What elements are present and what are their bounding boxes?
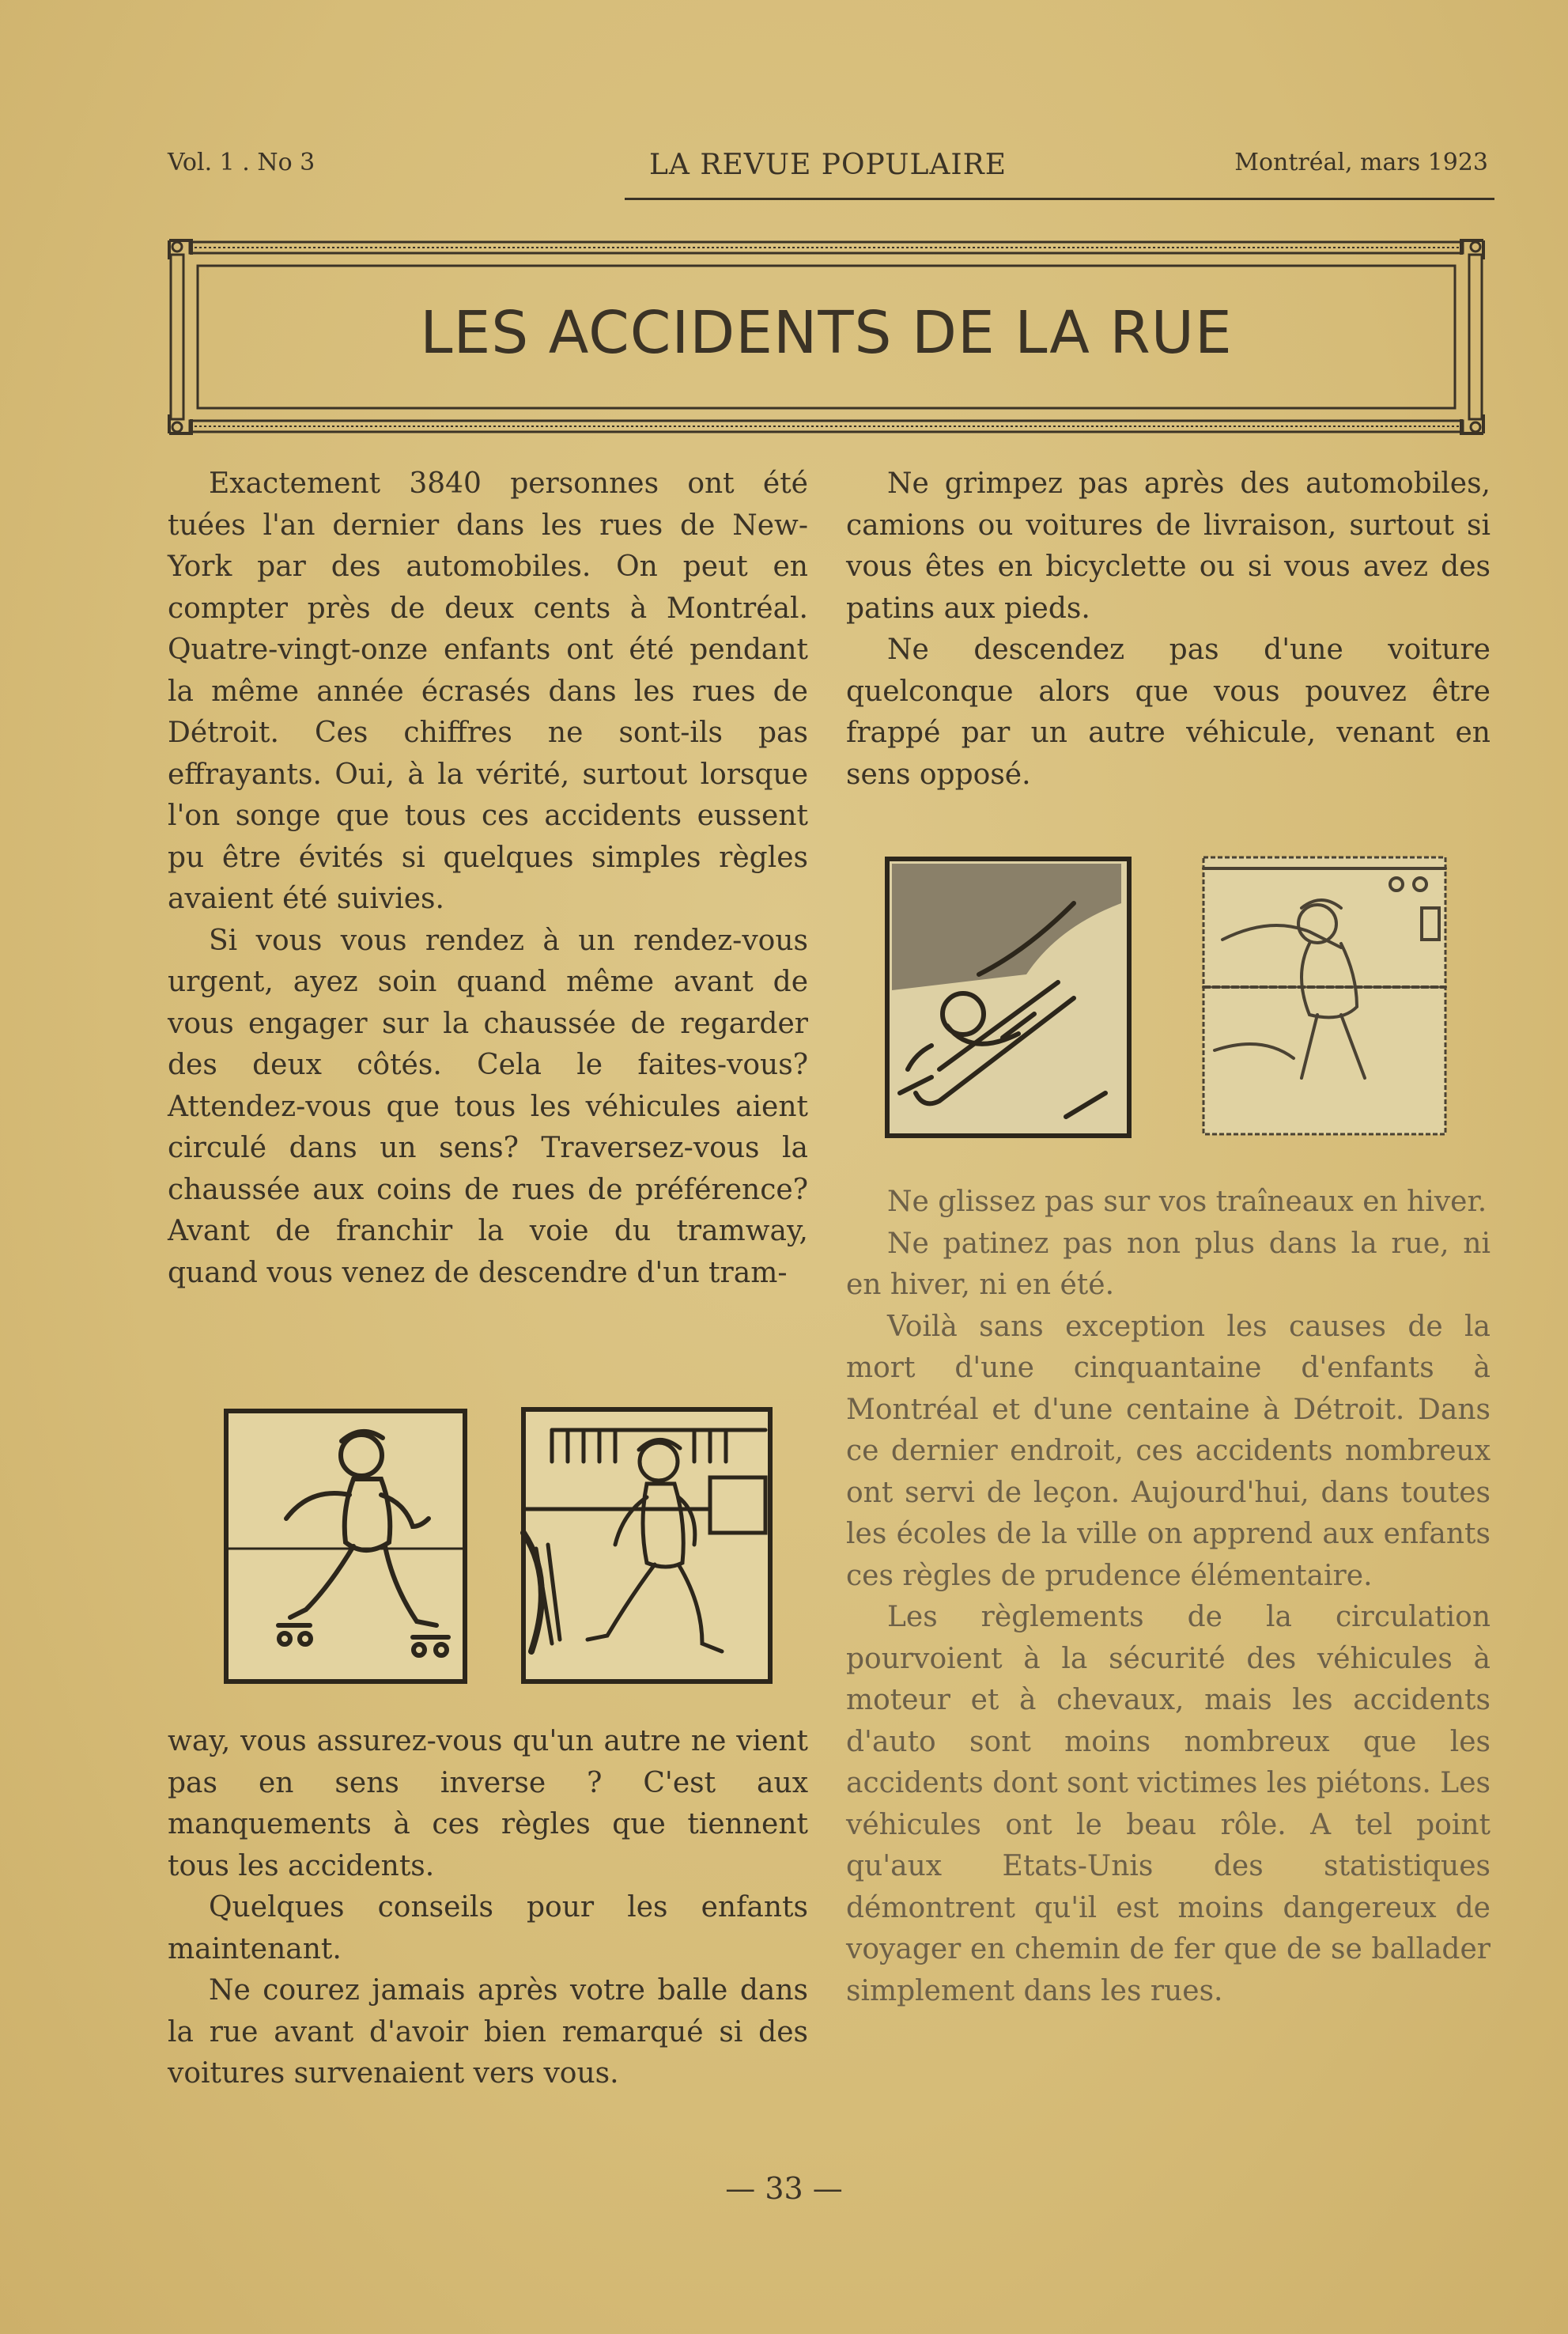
header-rule <box>625 198 1494 200</box>
paragraph: Ne courez jamais après votre balle dans la rue avant d'avoir bien remarqué si des voitures survenaient vers vous. <box>168 1974 808 2090</box>
column-left-bottom <box>168 1721 808 2095</box>
volume-number: Vol. 1 . No 3 <box>168 149 315 176</box>
vehicle-hanger-illustration-icon <box>1199 853 1450 1139</box>
paragraph: Les règlements de la circulation pourvoient à la sécurité des véhicules à moteur et à chevaux, mais les accidents d'auto sont moins nombreux que les accidents dont sont victimes les piétons. Les véhicules ont le beau rôle. A tel point qu'aux Etats-Unis des statistiques démontrent qu'il est moins dangereux de voyager en chemin de fer que de se ballader simplement dans les rues. <box>846 1601 1491 2007</box>
paragraph: Si vous vous rendez à un rendez-vous urgent, ayez soin quand même avant de vous engager sur la chaussée de regarder des deux côtés. Cela le faites-vous? Attendez-vous que tous les véhicules aient circulé dans un sens? Traversez-vous la chaussée aux coins de rues de préférence? Avant de franchir la voie du tramway, quand vous venez de descendre d'un tram- <box>168 924 808 1289</box>
paragraph: Ne descendez pas d'une voiture quelconque alors que vous pouvez être frappé par un autre véhicule, venant en sens opposé. <box>846 634 1491 791</box>
paragraph: way, vous assurez-vous qu'un autre ne vient pas en sens inverse ? C'est aux manquements à ces règles que tiennent tous les accidents. <box>168 1725 808 1882</box>
title-banner <box>166 236 1487 440</box>
page-number: — 33 — <box>725 2171 843 2206</box>
article-title: LES ACCIDENTS DE LA RUE <box>420 299 1233 367</box>
magazine-title: LA REVUE POPULAIRE <box>649 149 1007 181</box>
issue-date: Montréal, mars 1923 <box>1234 149 1488 176</box>
paragraph: Ne patinez pas non plus dans la rue, ni en hiver, ni en été. <box>846 1227 1491 1301</box>
column-right-bottom <box>846 1182 1491 2012</box>
paragraph: Quelques conseils pour les enfants maintenant. <box>168 1891 808 1965</box>
boy-behind-streetcar-illustration-icon <box>520 1406 773 1685</box>
paragraph: Voilà sans exception les causes de la mort d'une cinquantaine d'enfants à Montréal et d'une centaine à Détroit. Dans ce dernier endroit, ces accidents nombreux ont servi de leçon. Aujourd'hui, dans toutes les écoles de la ville on apprend aux enfants ces règles de prudence élémentaire. <box>846 1310 1491 1592</box>
roller-skater-illustration-icon <box>223 1408 468 1685</box>
sled-rider-illustration-icon <box>884 856 1132 1139</box>
paragraph: Ne grimpez pas après des automobiles, camions ou voitures de livraison, surtout si vous êtes en bicyclette ou si vous avez des patins aux pieds. <box>846 467 1491 625</box>
paragraph: Ne glissez pas sur vos traîneaux en hiver. <box>887 1186 1487 1218</box>
paragraph: Exactement 3840 personnes ont été tuées l'an dernier dans les rues de New-York par des automobiles. On peut en compter près de deux cents à Montréal. Quatre-vingt-onze enfants ont été pendant la même année écrasés dans les rues de Détroit. Ces chiffres ne sont-ils pas effrayants. Oui, à la vérité, surtout lorsque l'on songe que tous ces accidents eussent pu être évités si quelques simples règles avaient été suivies. <box>168 467 808 915</box>
column-right-top <box>846 463 1491 796</box>
column-left-top <box>168 463 808 1294</box>
running-header <box>168 149 1488 196</box>
